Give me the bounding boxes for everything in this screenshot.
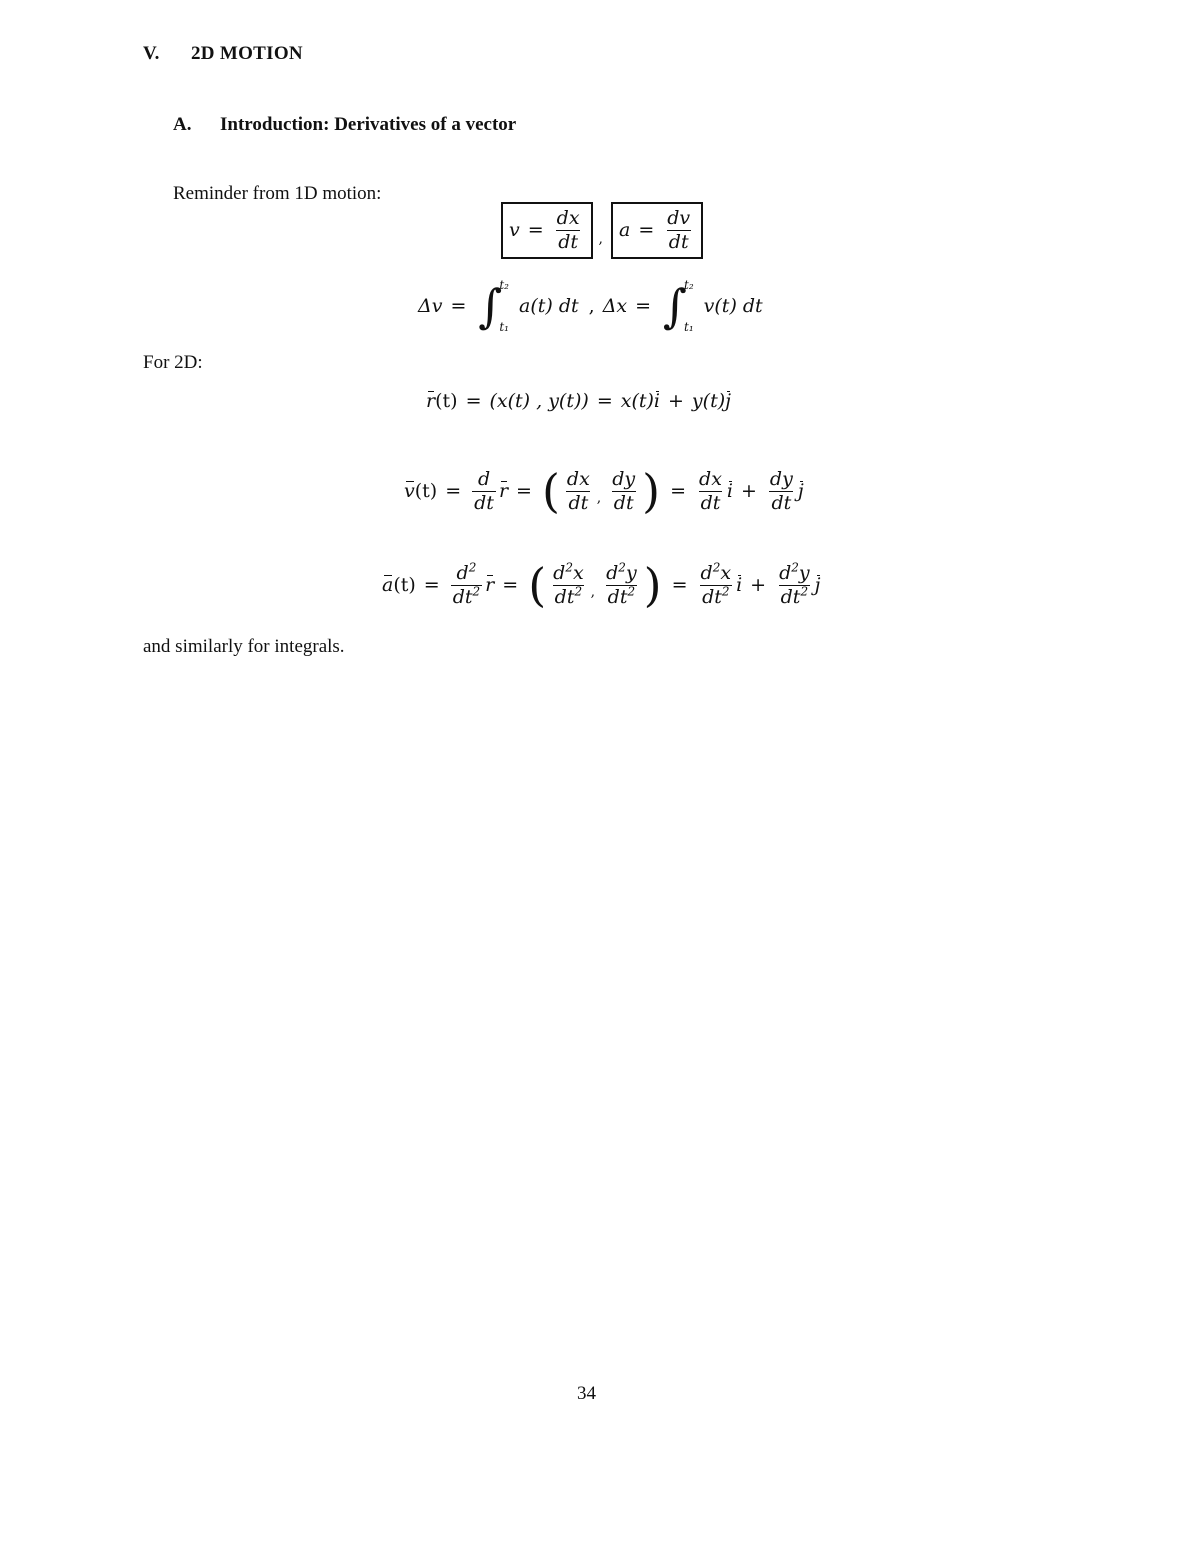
- plus-sign: +: [750, 574, 767, 596]
- r-vector: r: [426, 390, 436, 412]
- d2y-dt2-fraction: [777, 560, 812, 608]
- fraction-numerator: $d^2x$: [553, 560, 584, 584]
- equals-sign: =: [423, 574, 440, 596]
- dv-dt-fraction: [665, 208, 692, 253]
- equals-sign: =: [502, 574, 519, 596]
- unit-vector-j: j: [797, 480, 804, 502]
- fraction-numerator: dx: [556, 207, 580, 229]
- reminder-paragraph: Reminder from 1D motion:: [173, 183, 382, 204]
- acceleration-vector-equation: [382, 558, 821, 612]
- integral-equations: [418, 278, 763, 334]
- separator: ,: [598, 231, 603, 248]
- equals-sign: =: [445, 480, 462, 502]
- unit-vector-j: j: [814, 574, 821, 596]
- dy-dt-fraction: [610, 469, 637, 514]
- a-vector: a: [382, 574, 394, 596]
- fraction-numerator: $d^2x$: [700, 560, 732, 584]
- y-component: y(t): [691, 390, 726, 412]
- dx-dt-fraction: [697, 469, 724, 514]
- velocity-vector-equation: [404, 464, 804, 518]
- plus-sign: +: [741, 480, 757, 502]
- fraction-denominator: $dt^2$: [607, 584, 636, 608]
- r-vector: r: [498, 480, 509, 502]
- x-component: x(t): [620, 390, 654, 412]
- equals-sign: =: [638, 219, 655, 242]
- delta-v-symbol: Δv: [418, 295, 443, 317]
- equals-sign: =: [671, 574, 688, 596]
- subsection-number: A.: [173, 114, 192, 135]
- unit-vector-i: i: [736, 574, 743, 596]
- delta-x-symbol: Δx: [602, 295, 628, 317]
- section-title: 2D MOTION: [191, 43, 303, 64]
- fraction-denominator: $dt^2$: [702, 584, 730, 608]
- integrand: v(t) dt: [703, 295, 763, 317]
- right-paren: ): [642, 464, 661, 518]
- fraction-numerator: $d^2y$: [606, 560, 637, 584]
- equals-sign: =: [635, 295, 652, 317]
- plus-sign: +: [668, 390, 684, 412]
- equals-sign: =: [527, 219, 544, 242]
- fraction-denominator: dt: [613, 491, 634, 514]
- fraction-denominator: dt: [668, 230, 689, 253]
- integrand: a(t) dt: [519, 295, 579, 317]
- fraction-numerator: dv: [667, 207, 691, 229]
- upper-limit: t₂: [684, 278, 694, 292]
- d2x-dt2-fraction: [551, 560, 586, 608]
- argument: (t): [414, 480, 438, 502]
- separator: ,: [596, 490, 602, 506]
- argument: (t): [393, 574, 416, 596]
- fraction-denominator: dt: [558, 230, 578, 253]
- fraction-denominator: dt: [700, 491, 721, 514]
- acceleration-symbol: a: [619, 219, 631, 242]
- equals-sign: =: [450, 295, 467, 317]
- fraction-numerator: dy: [769, 467, 793, 490]
- closing-paragraph: and similarly for integrals.: [143, 636, 345, 657]
- subsection-heading: [173, 114, 516, 136]
- r-vector: r: [485, 574, 495, 596]
- fraction-numerator: $d^2y$: [779, 560, 810, 584]
- equals-sign: =: [670, 480, 687, 502]
- fraction-denominator: dt: [474, 491, 494, 514]
- fraction-denominator: $dt^2$: [554, 584, 583, 608]
- left-paren: (: [541, 464, 560, 518]
- dx-dt-fraction: [565, 469, 592, 514]
- dy-dt-fraction: [768, 469, 795, 514]
- fraction-numerator: dy: [612, 467, 636, 490]
- d2y-dt2-fraction: [604, 560, 639, 608]
- velocity-symbol: v: [509, 219, 520, 242]
- fraction-denominator: $dt^2$: [452, 584, 481, 608]
- integral-sign: ∫ t₂ t₁: [478, 278, 509, 334]
- equals-sign: =: [465, 390, 482, 412]
- fraction-numerator: $d^2$: [456, 560, 477, 584]
- separator: ,: [588, 295, 595, 317]
- upper-limit: t₂: [499, 278, 509, 292]
- separator: ,: [590, 584, 596, 600]
- velocity-definition-box: [501, 202, 593, 259]
- argument: (t): [435, 390, 458, 412]
- acceleration-definition-box: [611, 202, 703, 259]
- lower-limit: t₁: [499, 320, 509, 334]
- subsection-title: Introduction: Derivatives of a vector: [220, 114, 517, 135]
- unit-vector-i: i: [653, 390, 660, 412]
- fraction-numerator: dx: [566, 467, 590, 490]
- boxed-definitions: [501, 202, 703, 259]
- fraction-denominator: $dt^2$: [780, 584, 809, 608]
- component-tuple: (x(t) , y(t)): [489, 390, 589, 412]
- for-2d-paragraph: For 2D:: [143, 352, 203, 373]
- equals-sign: =: [516, 480, 532, 502]
- position-vector-equation: [426, 390, 731, 412]
- d2x-dt2-fraction: [699, 560, 734, 608]
- page-number: 34: [577, 1383, 596, 1404]
- d-dt-operator: [472, 469, 496, 514]
- fraction-denominator: dt: [771, 491, 792, 514]
- fraction-denominator: dt: [568, 491, 589, 514]
- unit-vector-i: i: [726, 480, 733, 502]
- right-paren: ): [643, 558, 662, 612]
- section-heading: [143, 43, 303, 65]
- equals-sign: =: [596, 390, 613, 412]
- integral-sign: ∫ t₂ t₁: [663, 278, 694, 334]
- d2-dt2-operator: [451, 560, 482, 608]
- section-number: V.: [143, 43, 160, 64]
- fraction-numerator: dx: [699, 467, 722, 490]
- dx-dt-fraction: [555, 208, 582, 253]
- fraction-numerator: d: [477, 467, 491, 490]
- left-paren: (: [528, 558, 547, 612]
- unit-vector-j: j: [725, 390, 732, 412]
- lower-limit: t₁: [684, 320, 694, 334]
- v-vector: v: [404, 480, 415, 502]
